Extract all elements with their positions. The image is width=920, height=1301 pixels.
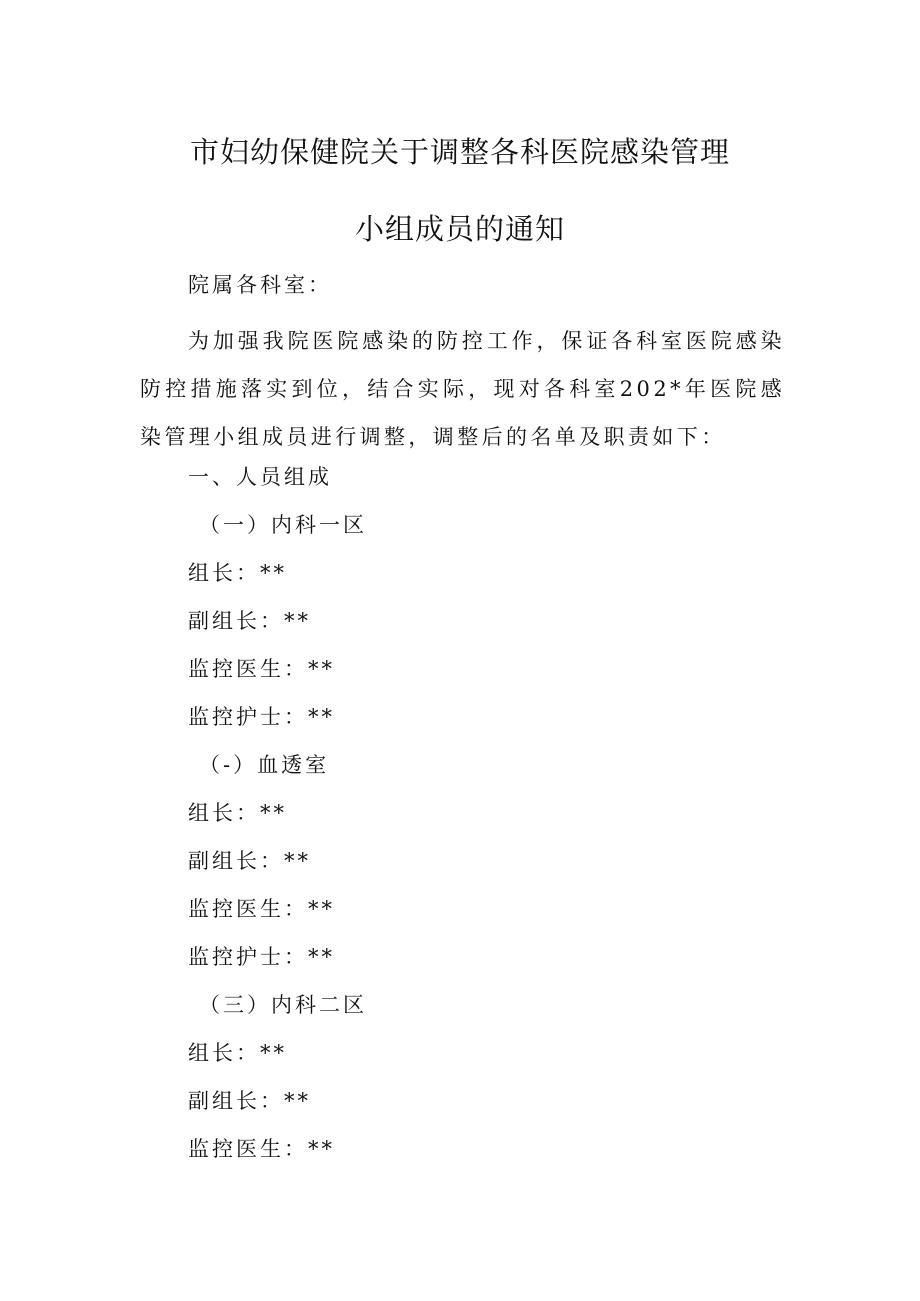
body-paragraph: 为加强我院医院感染的防控工作，保证各科室医院感染防控措施落实到位，结合实际，现对各科室202*年医院感染管理小组成员进行调整，调整后的名单及职责如下： — [140, 329, 785, 449]
document-title-line-1: 市妇幼保健院关于调整各科医院感染管理 — [189, 135, 730, 169]
document-title-line-2: 小组成员的通知 — [354, 212, 565, 246]
member-line-monitoring-doctor: 监控医生：** — [188, 1137, 335, 1161]
member-line-deputy-leader: 副组长：** — [188, 1089, 311, 1113]
member-line-monitoring-nurse: 监控护士：** — [188, 705, 335, 729]
member-line-monitoring-doctor: 监控医生：** — [188, 897, 335, 921]
member-line-monitoring-nurse: 监控护士：** — [188, 945, 335, 969]
member-line-deputy-leader: 副组长：** — [188, 609, 311, 633]
member-line-monitoring-doctor: 监控医生：** — [188, 657, 335, 681]
salutation: 院属各科室： — [188, 273, 332, 297]
member-line-group-leader: 组长：** — [188, 561, 287, 585]
member-line-group-leader: 组长：** — [188, 801, 287, 825]
member-line-deputy-leader: 副组长：** — [188, 849, 311, 873]
group-heading-dialysis-room: （-）血透室 — [199, 753, 330, 777]
member-line-group-leader: 组长：** — [188, 1041, 287, 1065]
section-heading-personnel: 一、人员组成 — [188, 465, 332, 489]
group-heading-internal-medicine-2: （三）内科二区 — [199, 993, 367, 1017]
group-heading-internal-medicine-1: （一）内科一区 — [199, 513, 367, 537]
